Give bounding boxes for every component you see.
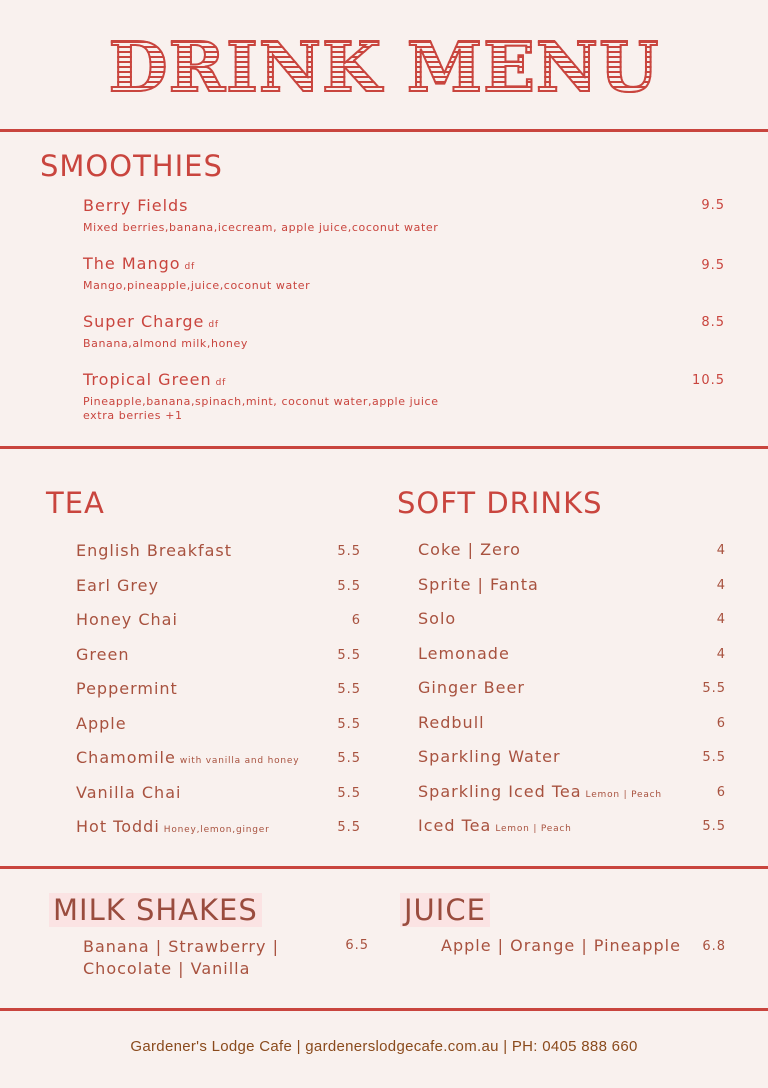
item-name-cell: [76, 783, 181, 803]
item-name: Peppermint: [76, 679, 178, 698]
item-price: 4: [716, 543, 726, 558]
juice-flavours: Apple | Orange | Pineapple: [441, 936, 681, 955]
item-name: English Breakfast: [76, 541, 233, 560]
item-description: Banana,almond milk,honey: [83, 337, 248, 350]
item-name-cell: [76, 645, 129, 665]
smoothies-heading: SMOOTHIES: [40, 149, 223, 183]
item-price: 9.5: [701, 258, 725, 273]
item-note: Lemon | Peach: [495, 824, 572, 834]
item-name: Iced Tea: [418, 816, 492, 835]
item-price: 9.5: [701, 198, 725, 213]
item-name-cell: [76, 714, 127, 734]
item-price: 4: [716, 612, 726, 627]
item-description: Pineapple,banana,spinach,mint, coconut water,apple juice: [83, 395, 439, 408]
item-extra: extra berries +1: [83, 409, 183, 422]
item-name-cell: [418, 609, 456, 629]
item-price: 8.5: [701, 315, 725, 330]
item-name: Apple: [76, 713, 127, 733]
item-tag: df: [215, 378, 227, 388]
item-price: 5.5: [337, 682, 361, 697]
item-note: Honey,lemon,ginger: [163, 825, 270, 835]
juice-heading: JUICE: [400, 893, 490, 927]
item-name: Green: [76, 644, 130, 664]
item-price: 4: [716, 646, 726, 662]
item-price: 5.5: [702, 819, 726, 834]
item-name-cell: [76, 817, 270, 840]
divider-bottom: [0, 1008, 768, 1011]
item-name: Vanilla Chai: [76, 782, 182, 802]
item-price: 4: [716, 577, 726, 593]
item-name-cell: [418, 575, 539, 595]
item-name-cell: [418, 644, 510, 664]
divider-smoothies: [0, 446, 768, 449]
item-price: 6: [716, 715, 726, 731]
item-name: Coke | Zero: [418, 540, 521, 559]
item-name-cell: [418, 678, 525, 698]
item-name-cell: [76, 541, 232, 561]
item-name: The Mango: [83, 254, 181, 273]
item-name: Berry Fields: [83, 196, 189, 215]
item-name: Sprite | Fanta: [418, 574, 539, 594]
divider-top: [0, 129, 768, 132]
divider-middle: [0, 866, 768, 869]
item-price: 5.5: [337, 647, 361, 663]
item-name-cell: [418, 713, 485, 733]
item-name-cell: [418, 747, 561, 767]
item-name: Hot Toddi: [76, 817, 160, 836]
item-name: Super Charge: [83, 312, 205, 331]
item-name-cell: [418, 540, 521, 560]
item-description: Mixed berries,banana,icecream, apple juice,coconut water: [83, 221, 439, 234]
item-price: 6: [716, 784, 726, 800]
item-tag: df: [184, 262, 196, 272]
item-price: 5.5: [337, 820, 361, 835]
item-name: Honey Chai: [76, 610, 178, 629]
item-name: Ginger Beer: [418, 678, 525, 697]
item-name: Earl Grey: [76, 575, 159, 595]
soft-drinks-heading: SOFT DRINKS: [397, 486, 603, 520]
item-name: Sparkling Iced Tea: [418, 781, 582, 801]
item-description: Mango,pineapple,juice,coconut water: [83, 279, 311, 292]
item-name: Solo: [418, 609, 457, 628]
tea-heading: TEA: [46, 486, 105, 520]
item-name-cell: [76, 748, 299, 771]
menu-title: DRINK MENU: [0, 28, 768, 108]
item-name-cell: [418, 816, 572, 839]
item-price: 5.5: [337, 785, 361, 801]
milk-shake-price: 6.5: [345, 938, 369, 953]
item-note: Lemon | Peach: [585, 789, 662, 800]
item-name-cell: [76, 679, 178, 699]
item-name-cell: [418, 782, 662, 805]
item-name: Sparkling Water: [418, 747, 561, 766]
item-price: 6: [351, 613, 361, 628]
item-tag: df: [208, 320, 219, 330]
milk-shakes-heading: MILK SHAKES: [49, 893, 262, 927]
item-price: 5.5: [337, 544, 361, 559]
item-name: Redbull: [418, 712, 485, 732]
item-price: 5.5: [702, 750, 726, 765]
item-price: 5.5: [702, 681, 726, 696]
item-note: with vanilla and honey: [179, 756, 300, 766]
item-price: 10.5: [692, 373, 725, 388]
juice-price: 6.8: [702, 939, 726, 954]
item-name-cell: [76, 576, 159, 596]
item-name-cell: [76, 610, 178, 630]
milk-shake-flavours-line1: Banana | Strawberry |: [83, 937, 279, 956]
item-price: 5.5: [337, 578, 361, 594]
item-name: Lemonade: [418, 643, 510, 663]
item-price: 5.5: [337, 716, 361, 732]
footer-contact: Gardener's Lodge Cafe | gardenerslodgecafe.com.au | PH: 0405 888 660: [130, 1038, 638, 1055]
item-name: Chamomile: [76, 748, 176, 767]
milk-shake-flavours-line2: Chocolate | Vanilla: [83, 959, 251, 978]
item-name: Tropical Green: [83, 370, 212, 389]
item-price: 5.5: [337, 751, 361, 766]
